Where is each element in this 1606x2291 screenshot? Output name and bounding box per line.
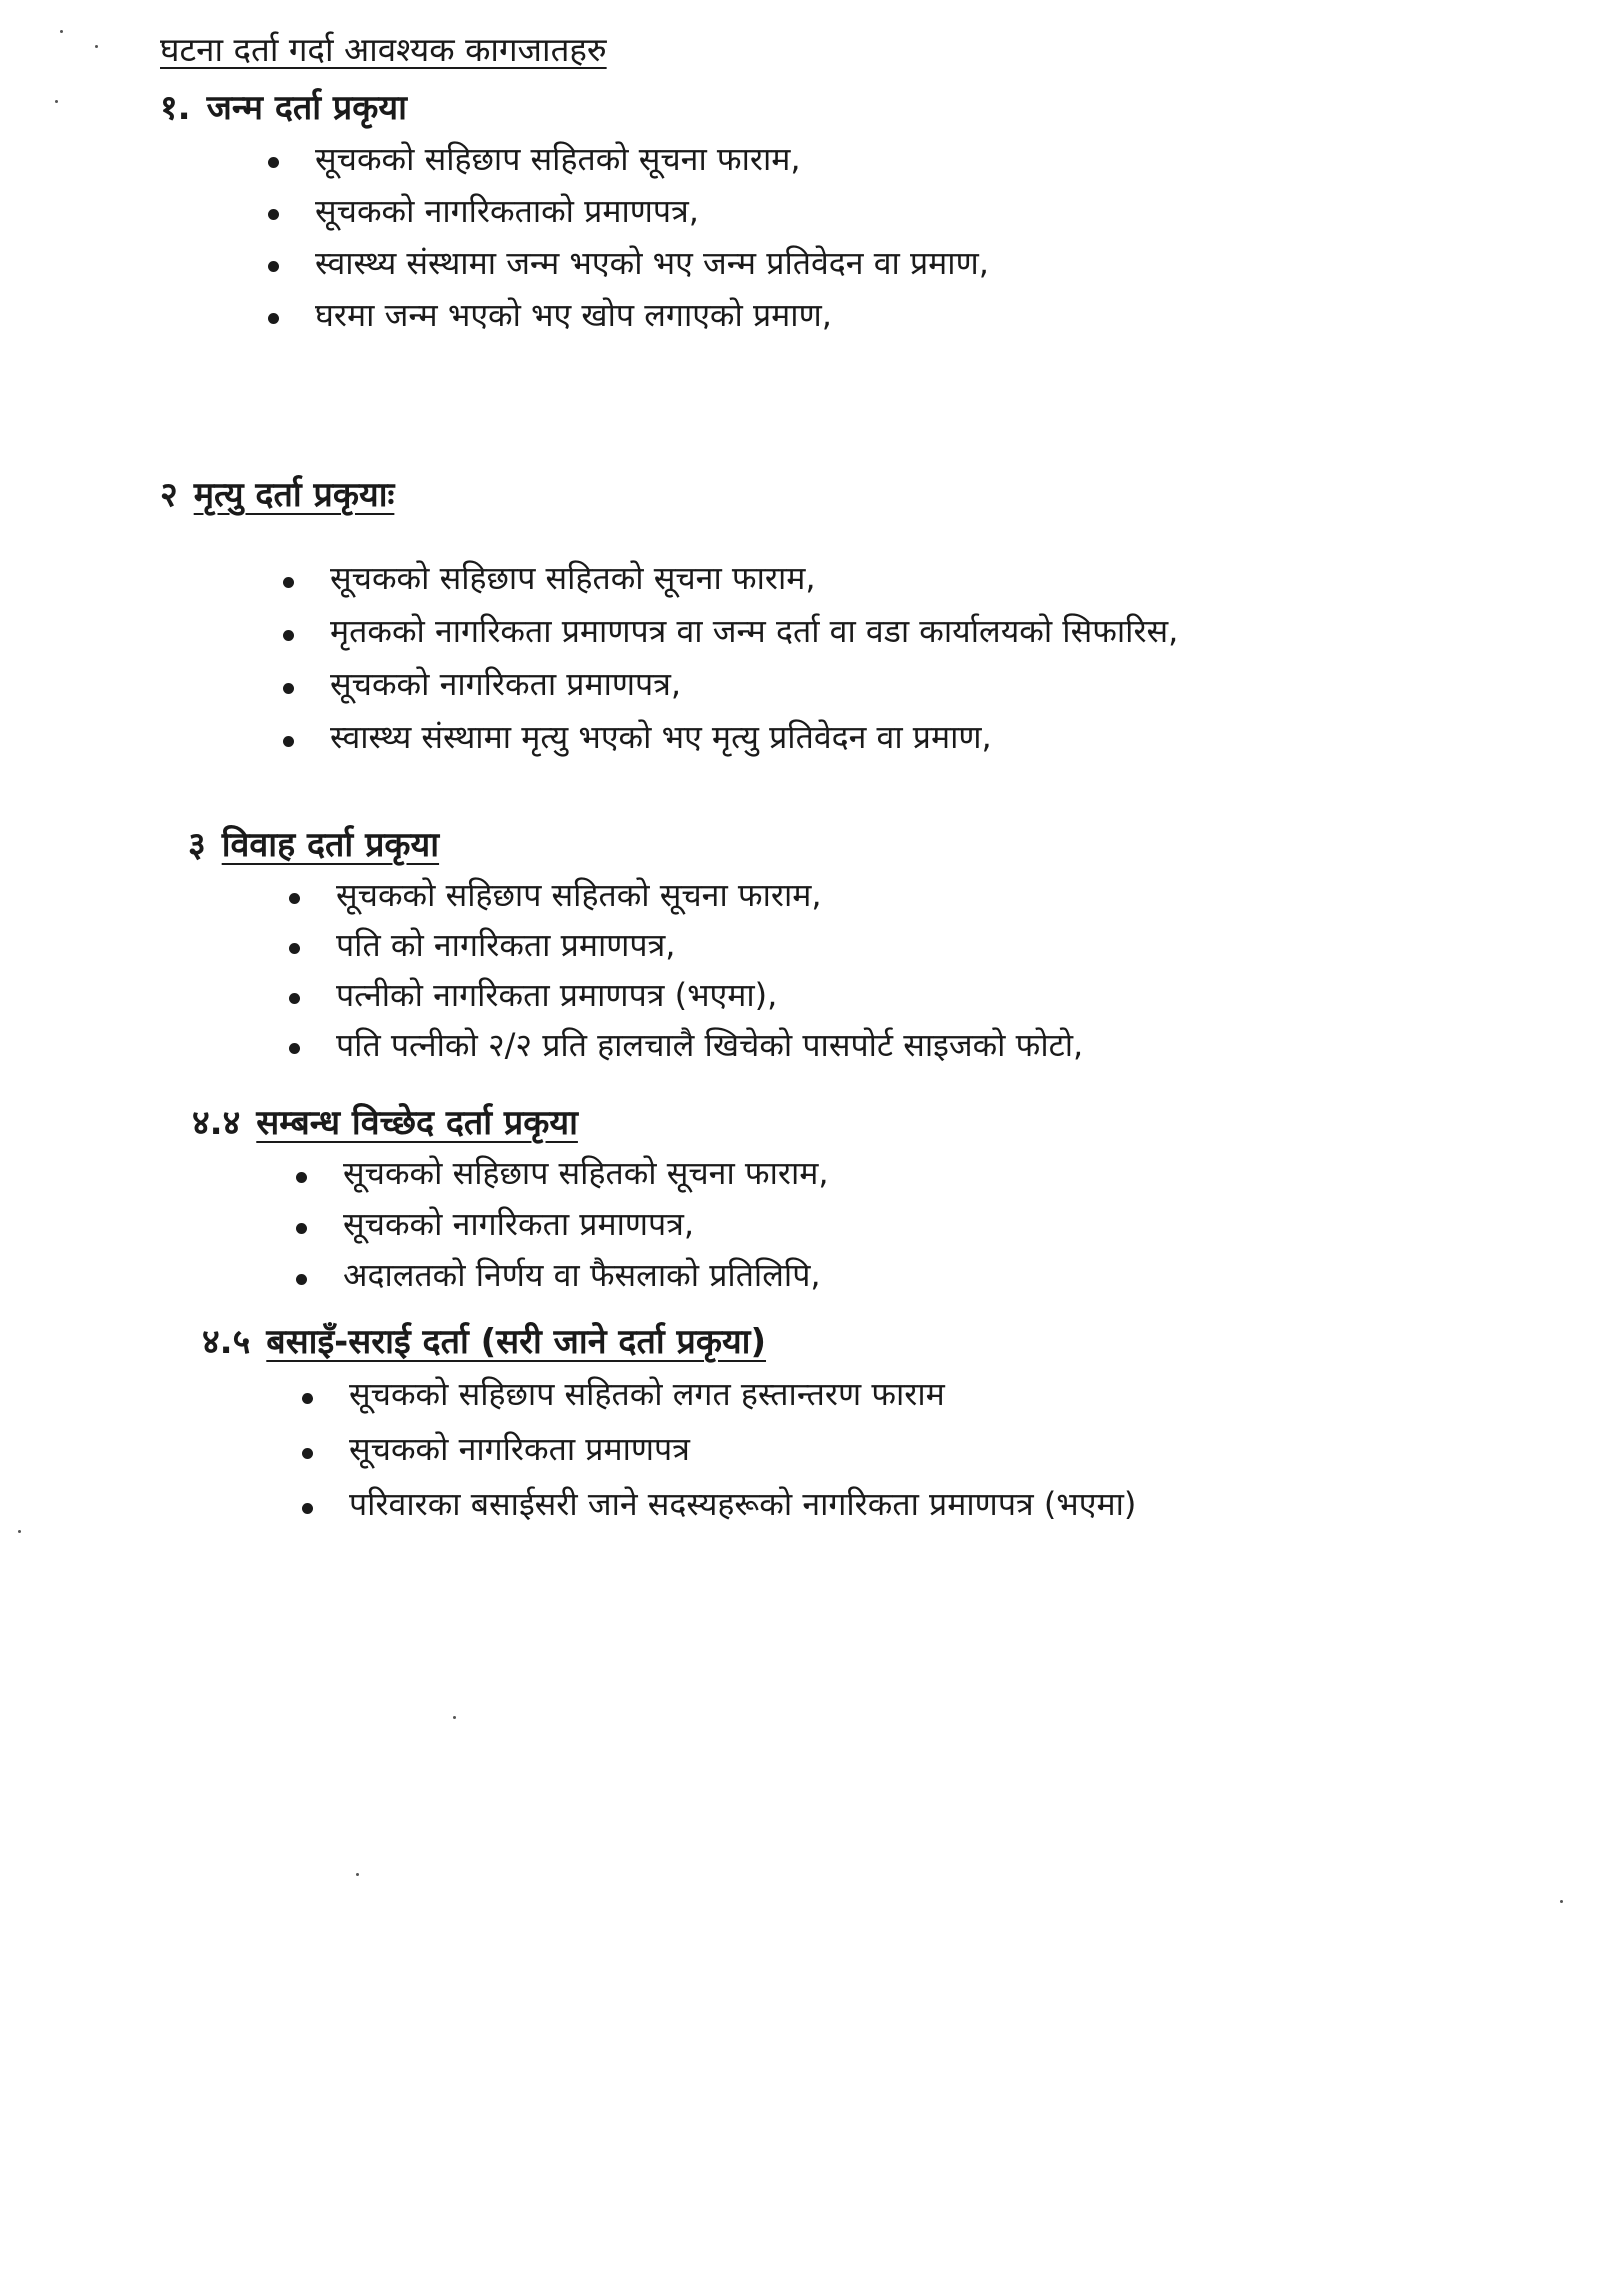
list-item: मृतकको नागरिकता प्रमाणपत्र वा जन्म दर्ता वा वडा कार्यालयको सिफारिस, [283, 605, 1178, 658]
scan-speck [1560, 1900, 1563, 1903]
section-number: ३ [188, 825, 206, 865]
list-item: सूचकको नागरिकता प्रमाणपत्र, [296, 1199, 829, 1250]
list-item: सूचकको सहिछाप सहितको सूचना फाराम, [283, 552, 1178, 605]
list-item: स्वास्थ्य संस्थामा मृत्यु भएको भए मृत्यु प्रतिवेदन वा प्रमाण, [283, 711, 1178, 764]
requirements-list [289, 870, 1083, 1070]
section-heading [160, 85, 989, 131]
list-item: परिवारका बसाईसरी जाने सदस्यहरूको नागरिकता प्रमाणपत्र (भएमा) [302, 1477, 1136, 1532]
list-item: स्वास्थ्य संस्थामा जन्म भएको भए जन्म प्रतिवेदन वा प्रमाण, [268, 237, 989, 289]
section-title: जन्म दर्ता प्रकृया [206, 88, 407, 128]
list-item: पत्नीको नागरिकता प्रमाणपत्र (भएमा), [289, 970, 1083, 1020]
list-item: सूचकको सहिछाप सहितको सूचना फाराम, [289, 870, 1083, 920]
section-number: ४.५ [202, 1322, 251, 1362]
section-heading [192, 1100, 829, 1146]
section-number: २ [160, 475, 178, 515]
requirements-list [283, 552, 1178, 764]
section-marriage-registration [188, 822, 1083, 1070]
section-number: ४.४ [192, 1103, 241, 1143]
list-item: पति को नागरिकता प्रमाणपत्र, [289, 920, 1083, 970]
requirements-list [302, 1367, 1136, 1532]
section-title: बसाइँ-सराई दर्ता (सरी जाने दर्ता प्रकृया) [266, 1322, 767, 1362]
requirements-list [268, 133, 989, 341]
section-heading [188, 822, 1083, 868]
section-title: विवाह दर्ता प्रकृया [221, 825, 440, 865]
list-item: सूचकको सहिछाप सहितको सूचना फाराम, [296, 1148, 829, 1199]
list-item: अदालतको निर्णय वा फैसलाको प्रतिलिपि, [296, 1250, 829, 1301]
section-title: मृत्यु दर्ता प्रकृयाः [193, 475, 395, 515]
list-item: सूचकको सहिछाप सहितको सूचना फाराम, [268, 133, 989, 185]
section-birth-registration [160, 85, 989, 341]
section-death-registration [160, 472, 1178, 764]
requirements-list [296, 1148, 829, 1301]
section-heading [202, 1319, 1136, 1365]
scan-speck [55, 100, 58, 103]
scan-speck [95, 45, 98, 48]
list-item: पति पत्नीको २/२ प्रति हालचालै खिचेको पासपोर्ट साइजको फोटो, [289, 1020, 1083, 1070]
section-title: सम्बन्ध विच्छेद दर्ता प्रकृया [256, 1103, 578, 1143]
list-item: सूचकको नागरिकता प्रमाणपत्र [302, 1422, 1136, 1477]
list-item: सूचकको सहिछाप सहितको लगत हस्तान्तरण फाराम [302, 1367, 1136, 1422]
section-number: १. [160, 88, 191, 128]
list-item: सूचकको नागरिकताको प्रमाणपत्र, [268, 185, 989, 237]
scan-speck [60, 30, 63, 33]
section-heading [160, 472, 1178, 518]
section-migration-registration [202, 1319, 1136, 1532]
scan-speck [18, 1530, 21, 1533]
section-divorce-registration [192, 1100, 829, 1301]
scan-speck [356, 1873, 359, 1876]
scan-speck [453, 1716, 456, 1719]
list-item: घरमा जन्म भएको भए खोप लगाएको प्रमाण, [268, 289, 989, 341]
page-title: घटना दर्ता गर्दा आवश्यक कागजातहरु [160, 30, 607, 69]
list-item: सूचकको नागरिकता प्रमाणपत्र, [283, 658, 1178, 711]
